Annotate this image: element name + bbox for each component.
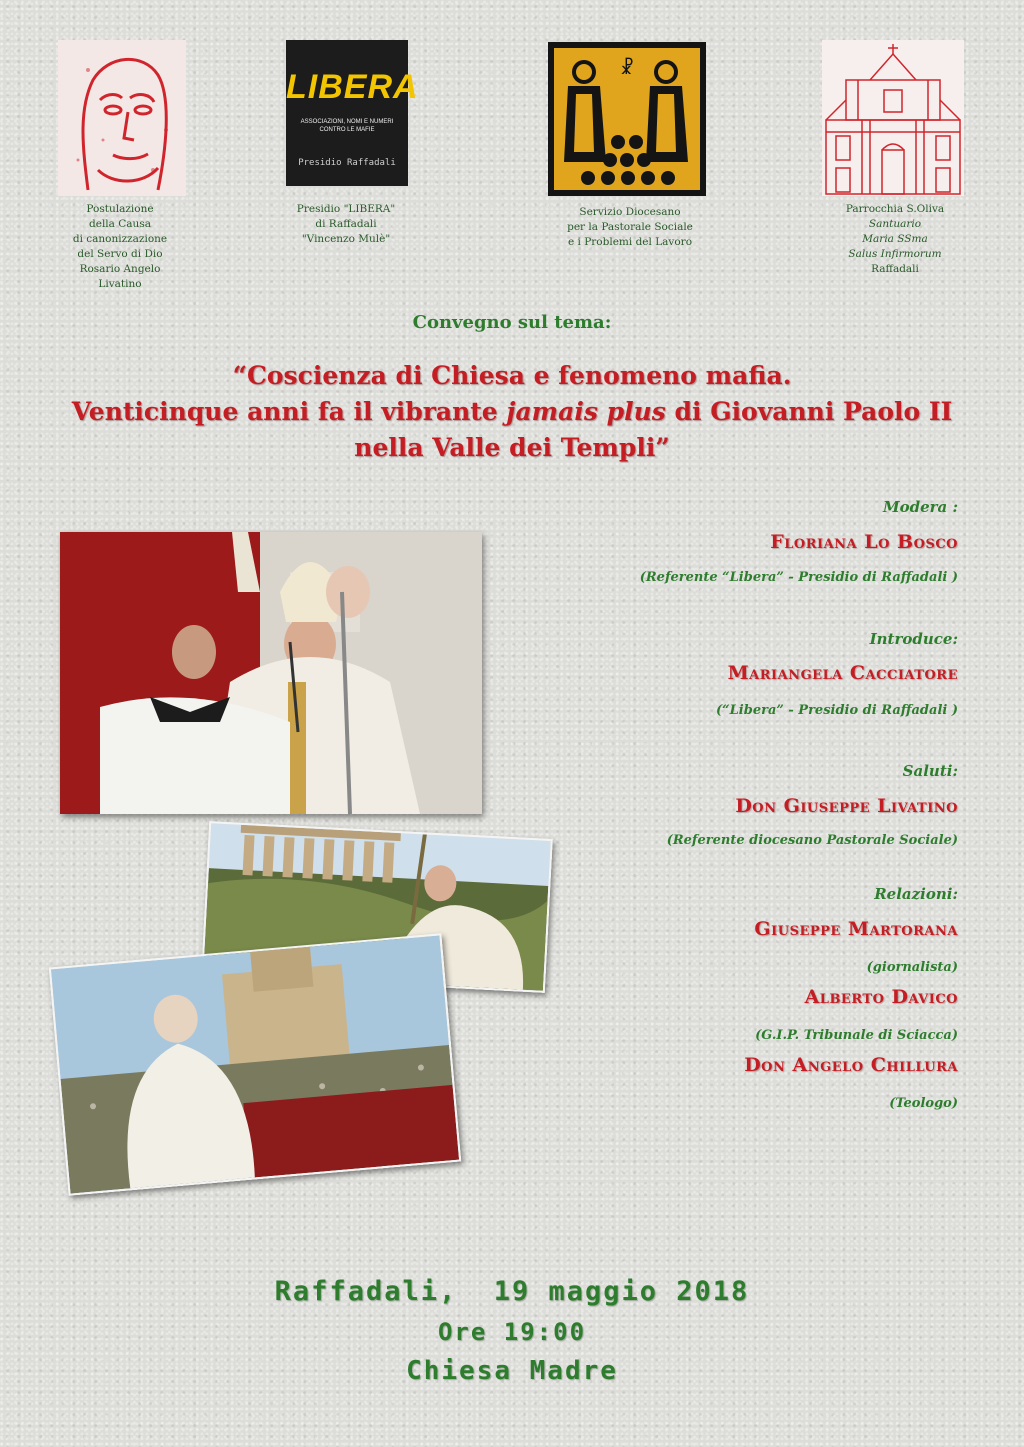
speaker-affiliation: (G.I.P. Tribunale di Sciacca)	[755, 1028, 958, 1043]
svg-text:☧: ☧	[619, 58, 635, 79]
logo-caption-libera: Presidio "LIBERA" di Raffadali "Vincenzo Mulè"	[296, 203, 396, 245]
event-time: Ore 19:00	[437, 1318, 587, 1346]
diocesan-logo	[548, 42, 706, 196]
pope-at-microphone-photo	[60, 532, 482, 814]
modera-affiliation: (Referente “Libera” - Presidio di Raffadali )	[639, 570, 958, 585]
speaker-name: Giuseppe Martorana	[754, 918, 958, 940]
speaker-name: Alberto Davico	[804, 986, 958, 1008]
logo-caption-postulazione: Postulazione della Causa di canonizzazione del Servo di Dio Rosario Angelo Livatino	[72, 203, 168, 290]
introduce-affiliation: (“Libera” - Presidio di Raffadali )	[716, 703, 958, 718]
libera-logo-subtitle: ASSOCIAZIONI, NOMI E NUMERI CONTRO LE MAFIE	[300, 119, 394, 133]
event-place-date: Raffadali, 19 maggio 2018	[274, 1276, 750, 1307]
libera-logo-name: Vincenzo Mulè	[300, 174, 394, 188]
title-line-3: nella Valle dei Templi”	[354, 433, 670, 462]
parish-logo	[822, 40, 964, 196]
livatino-portrait-icon	[58, 40, 186, 196]
event-title	[30, 358, 994, 466]
pope-crowd-cathedral-photo	[49, 933, 461, 1195]
livatino-portrait-logo	[58, 40, 186, 196]
modera-name: Floriana Lo Bosco	[770, 531, 958, 553]
convegno-label: Convegno sul tema:	[412, 312, 612, 333]
saluti-name: Don Giuseppe Livatino	[735, 795, 958, 817]
modera-label: Modera :	[882, 498, 958, 516]
introduce-name: Mariangela Cacciatore	[727, 662, 958, 684]
saints-woodcut-icon	[548, 42, 706, 196]
event-venue: Chiesa Madre	[406, 1356, 618, 1386]
title-line-2: Venticinque anni fa il vibrante jamais plus di Giovanni Paolo II	[71, 397, 953, 426]
saluti-label: Saluti:	[902, 762, 958, 780]
church-facade-icon	[822, 40, 964, 196]
relazioni-label: Relazioni:	[874, 885, 958, 903]
introduce-label: Introduce:	[869, 630, 958, 648]
libera-presidio-label: Presidio Raffadali	[298, 158, 396, 168]
libera-logo-icon: LIBERA	[286, 68, 419, 106]
logo-caption-diocesan: Servizio Diocesano per la Pastorale Sociale e i Problemi del Lavoro	[567, 206, 693, 248]
speaker-affiliation: (Teologo)	[889, 1096, 958, 1111]
saluti-affiliation: (Referente diocesano Pastorale Sociale)	[666, 833, 958, 848]
logo-caption-parish: Parrocchia S.Oliva Santuario Maria SSma Salus Infirmorum Raffadali	[845, 203, 945, 275]
speaker-affiliation: (giornalista)	[866, 960, 958, 975]
title-line-1: “Coscienza di Chiesa e fenomeno mafia.	[232, 361, 792, 390]
libera-logo	[286, 40, 419, 186]
speaker-name: Don Angelo Chillura	[744, 1054, 958, 1076]
